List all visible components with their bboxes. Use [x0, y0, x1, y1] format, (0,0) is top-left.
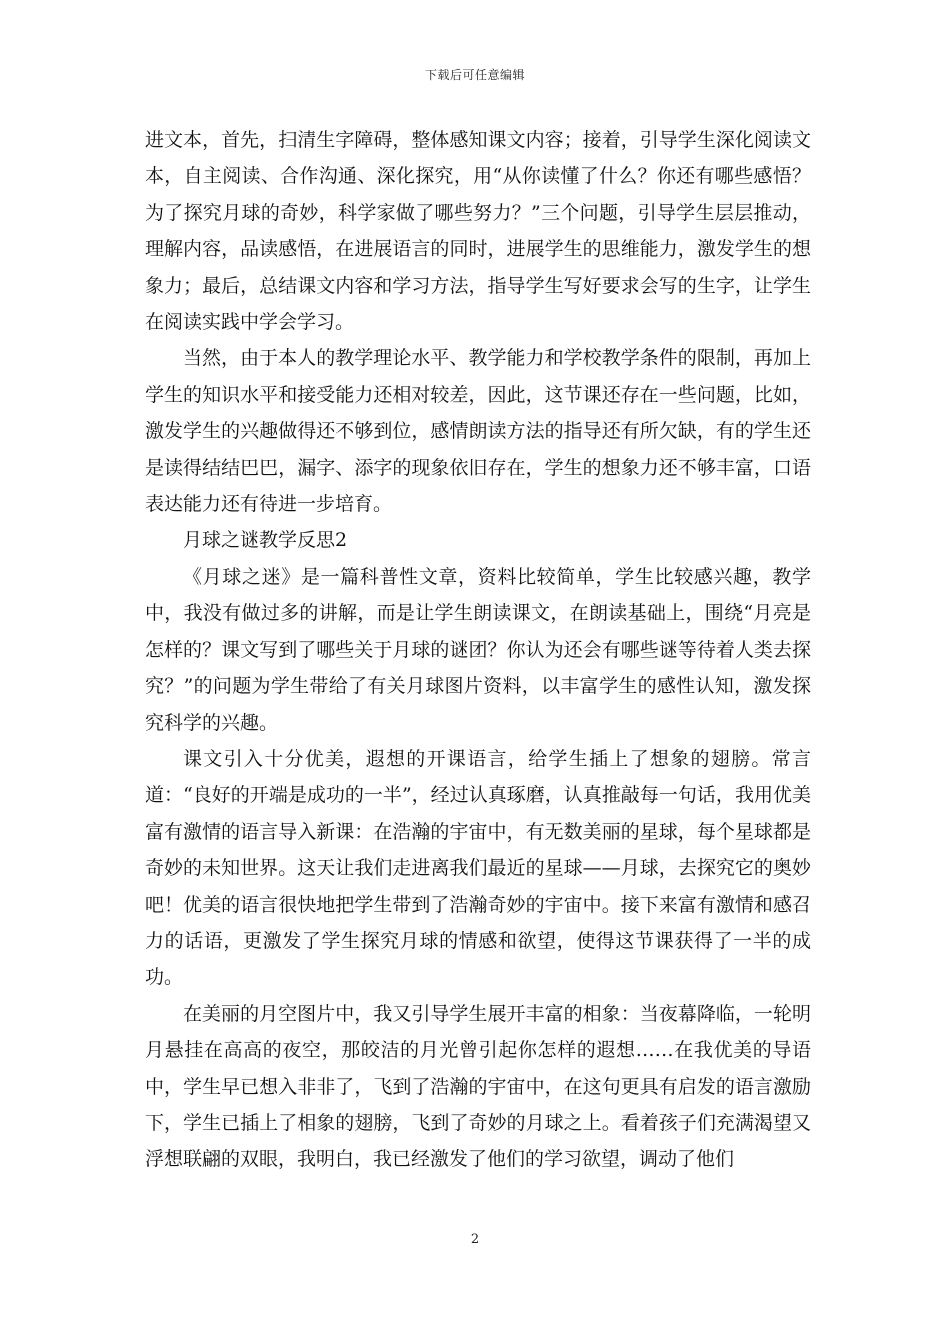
- paragraph-4: 课文引入十分优美，遐想的开课语言，给学生插上了想象的翅膀。常言道：“良好的开端是成功的一半”，经过认真琢磨，认真推敲每一句话，我用优美富有激情的语言导入新课：在浩瀚的宇宙中，有无数美丽的星球，每个星球都是奇妙的未知世界。这天让我们走进离我们最近的星球——月球，去探究它的奥妙吧！优美的语言很快地把学生带到了浩瀚奇妙的宇宙中。接下来富有激情和感召力的话语，更激发了学生探究月球的情感和欲望，使得这节课获得了一半的成功。: [145, 747, 811, 989]
- page-number: 2: [470, 1232, 480, 1247]
- page-header: 下载后可任意编辑: [424, 68, 525, 82]
- paragraph-1: 进文本，首先，扫清生字障碍，整体感知课文内容；接着，引导学生深化阅读文本，自主阅读、合作沟通、深化探究，用“从你读懂了什么？你还有哪些感悟？为了探究月球的奇妙，科学家做了哪些努力？”三个问题，引导学生层层推动，理解内容，品读感悟，在进展语言的同时，进展学生的思维能力，激发学生的想象力；最后，总结课文内容和学习方法，指导学生写好要求会写的生字，让学生在阅读实践中学会学习。: [145, 129, 811, 334]
- paragraph-5: 在美丽的月空图片中，我又引导学生展开丰富的相象：当夜幕降临，一轮明月悬挂在高高的夜空，那皎洁的月光曾引起你怎样的遐想……在我优美的导语中，学生早已想入非非了，飞到了浩瀚的宇宙中，在这句更具有启发的语言激励下，学生已插上了相象的翅膀，飞到了奇妙的月球之上。看着孩子们充满渴望又浮想联翩的双眼，我明白，我已经激发了他们的学习欲望，调动了他们: [145, 1002, 811, 1171]
- paragraph-2: 当然，由于本人的教学理论水平、教学能力和学校教学条件的限制，再加上学生的知识水平和接受能力还相对较差，因此，这节课还存在一些问题，比如，激发学生的兴趣做得还不够到位，感情朗读方法的指导还有所欠缺，有的学生还是读得结结巴巴，漏字、添字的现象依旧存在，学生的想象力还不够丰富，口语表达能力还有待进一步培育。: [145, 347, 811, 516]
- paragraph-3: 《月球之迷》是一篇科普性文章，资料比较简单，学生比较感兴趣，教学中，我没有做过多的讲解，而是让学生朗读课文，在朗读基础上，围绕“月亮是怎样的？课文写到了哪些关于月球的谜团？你认为还会有哪些谜等待着人类去探究？”的问题为学生带给了有关月球图片资料，以丰富学生的感性认知，激发探究科学的兴趣。: [145, 565, 811, 734]
- section-heading: 月球之谜教学反思2: [183, 529, 348, 552]
- document-body: [145, 122, 811, 1178]
